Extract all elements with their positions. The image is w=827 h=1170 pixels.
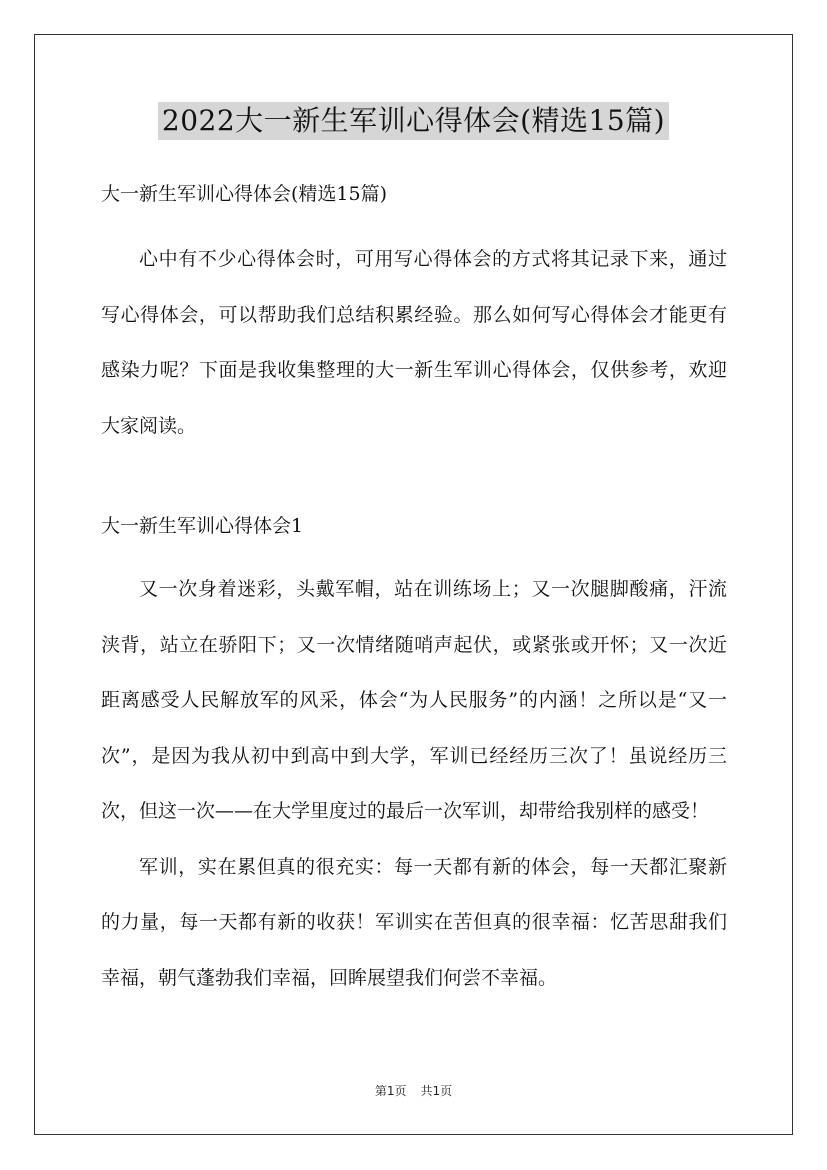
page-number: 第1页 <box>374 1084 407 1098</box>
section-heading: 大一新生军训心得体会1 <box>101 515 304 537</box>
intro-paragraph: 心中有不少心得体会时，可用写心得体会的方式将其记录下来，通过写心得体会，可以帮助我们总结积累经验。那么如何写心得体会才能更有感染力呢？下面是我收集整理的大一新生军训心得体会，仅供参考，欢迎大家阅读。 <box>101 248 727 437</box>
title-container <box>0 102 827 140</box>
section-paragraph-1: 又一次身着迷彩，头戴军帽，站在训练场上；又一次腿脚酸痛，汗流浃背，站立在骄阳下；又一次情绪随哨声起伏，或紧张或开怀；又一次近距离感受人民解放军的风采，体会“为人民服务”的内涵！之所以是“又一次”，是因为我从初中到高中到大学，军训已经经历三次了！虽说经历三次，但这一次——在大学里度过的最后一次军训，却带给我别样的感受！ <box>101 578 727 822</box>
page-total: 共1页 <box>420 1084 453 1098</box>
document-body <box>101 180 727 1006</box>
document-subtitle: 大一新生军训心得体会(精选15篇) <box>101 183 388 205</box>
section-paragraph-2: 军训，实在累但真的很充实：每一天都有新的体会，每一天都汇聚新的力量，每一天都有新的收获！军训实在苦但真的很幸福：忆苦思甜我们幸福，朝气蓬勃我们幸福，回眸展望我们何尝不幸福。 <box>101 855 727 989</box>
document-title: 2022大一新生军训心得体会(精选15篇) <box>158 102 669 140</box>
page-footer <box>0 1083 827 1099</box>
